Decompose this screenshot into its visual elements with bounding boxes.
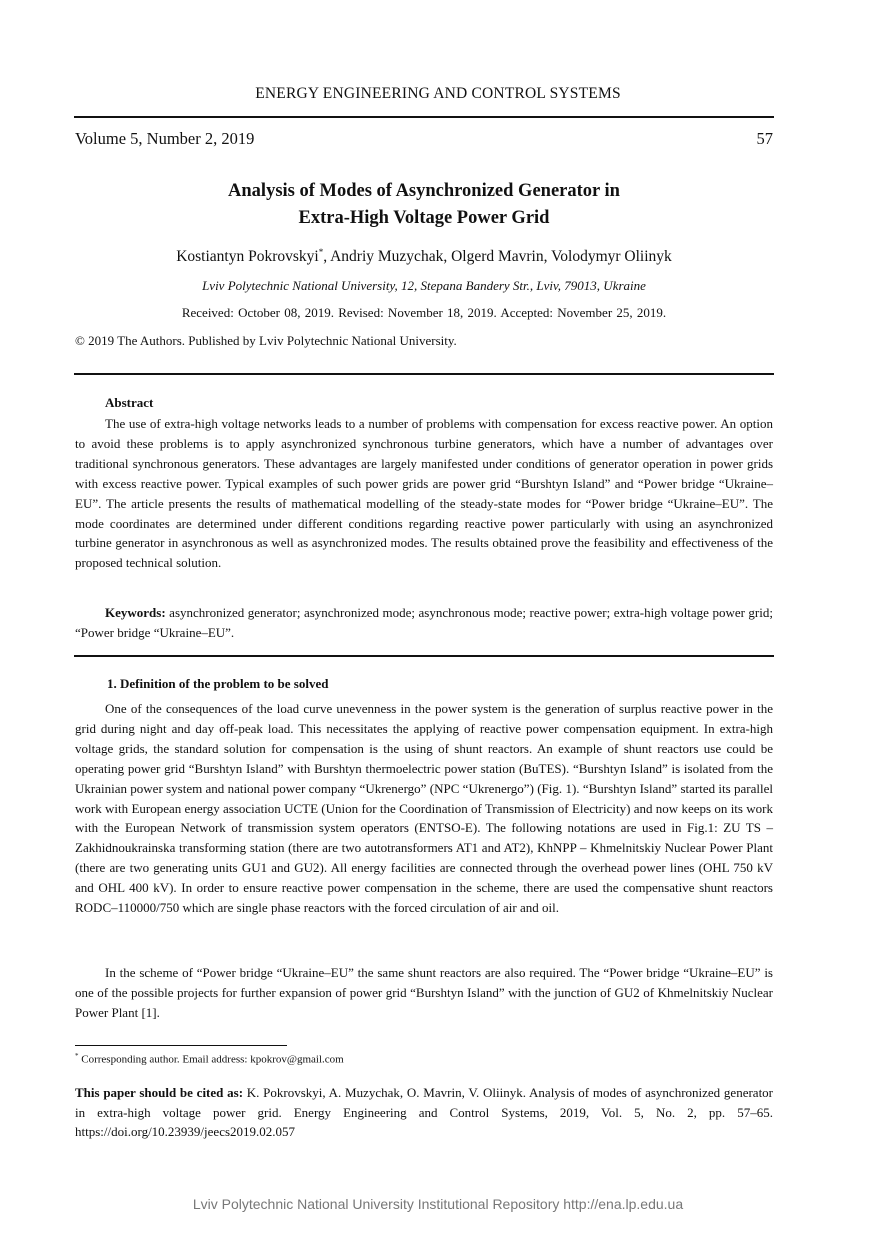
footnote — [75, 1052, 344, 1066]
affiliation: Lviv Polytechnic National University, 12, Stepana Bandery Str., Lviv, 79013, Ukraine — [202, 278, 646, 293]
citation-label: This paper should be cited as: — [75, 1085, 244, 1100]
copyright-notice: © 2019 The Authors. Published by Lviv Polytechnic National University. — [75, 333, 457, 348]
abstract-text — [75, 414, 773, 573]
paragraph-2-text: In the scheme of “Power bridge “Ukraine–EU” the same shunt reactors are also required. The “Power bridge “Ukraine–EU” is one of the possible projects for further expansion of power grid “Burshtyn Island” with the junction of GU2 of Khmelnitskiy Nuclear Power Plant [1]. — [75, 965, 773, 1020]
header-rule — [74, 116, 774, 118]
abstract-top-rule — [74, 373, 774, 375]
footnote-rule — [75, 1045, 287, 1046]
footnote-mark: * — [75, 1052, 79, 1060]
section-heading: 1. Definition of the problem to be solved — [107, 676, 329, 691]
title-line-2: Extra-High Voltage Power Grid — [298, 208, 550, 228]
citation-text: K. Pokrovskyi, A. Muzychak, O. Mavrin, V. Oliinyk. Analysis of modes of asynchronized generator in extra-high voltage power grid. Energy Engineering and Control Systems, 2019, Vol. 5, No. 2, pp. 57–65. https://doi.org/10.23939/jeecs2019.02.057 — [75, 1085, 774, 1139]
author-list — [0, 247, 848, 266]
page-number: 57 — [756, 129, 773, 148]
keywords — [75, 603, 773, 643]
keywords-list: asynchronized generator; asynchronized mode; asynchronous mode; reactive power; extra-high voltage power grid; “Power bridge “Ukraine–EU”. — [75, 605, 773, 640]
title-line-1: Analysis of Modes of Asynchronized Generator in — [228, 181, 620, 201]
corresponding-mark: * — [318, 247, 324, 257]
journal-name: ENERGY ENGINEERING AND CONTROL SYSTEMS — [255, 85, 621, 102]
keywords-label: Keywords: — [105, 605, 166, 620]
abstract-heading: Abstract — [105, 395, 154, 410]
article-title — [0, 178, 848, 232]
author-others: , Andriy Muzychak, Olgerd Mavrin, Volodymyr Oliinyk — [323, 248, 672, 266]
abstract-body: The use of extra-high voltage networks leads to a number of problems with compensation for excess reactive power. An option to avoid these problems is to apply asynchronized synchronous turbine generators, which have a number of advantages over traditional synchronous generators. These advantages are largely manifested under conditions of generator operation in power grids with excess reactive power. Typical examples of such power grids are power grid “Burshtyn Island” and “Power bridge “Ukraine–EU”. The article presents the results of mathematical modelling of the steady-state modes for “Power bridge “Ukraine–EU”. The mode coordinates are determined under different conditions regarding reactive power particularly with using an asynchronized turbine generator in asynchronous as well as asynchronized modes. The results obtained prove the feasibility and effectiveness of the proposed technical solution. — [75, 416, 773, 571]
article-dates: Received: October 08, 2019. Revised: November 18, 2019. Accepted: November 25, 2019. — [181, 305, 667, 320]
author-first: Kostiantyn Pokrovskyi — [176, 248, 319, 266]
footnote-text: Corresponding author. Email address: kpokrov@gmail.com — [78, 1053, 344, 1066]
section-paragraph-2 — [75, 963, 773, 1023]
volume-info: Volume 5, Number 2, 2019 — [75, 129, 255, 148]
abstract-bottom-rule — [74, 655, 774, 657]
citation — [75, 1083, 773, 1142]
paragraph-1-text: One of the consequences of the load curve unevenness in the power system is the generation of surplus reactive power in the grid during night and day off-peak load. This necessitates the applying of reactive power compensation equipment. In extra-high voltage grids, the standard solution for compensation is the using of shunt reactors. An example of shunt reactors use could be operating power grid “Burshtyn Island” with Burshtyn thermoelectric power station (BuTES). “Burshtyn Island” is isolated from the Ukrainian power system and national power company “Ukrenergo” (NPC “Ukrenergo”) (Fig. 1). “Burshtyn Island” started its parallel work with European energy association UCTE (Union for the Coordination of Transmission of Electricity) and now keeps on its work with the European Network of transmission system operators (ENTSO-E). The following notations are used in Fig.1: ZU TS – Zakhidnoukrainska transforming station (there are two autotransformers AT1 and AT2), KhNPP – Khmelnitskiy Nuclear Power Plant (there are two generating units GU1 and GU2). All energy facilities are connected through the overhead power lines (OHL 750 kV and OHL 400 kV). In order to ensure reactive power compensation in the scheme, there are used the compensative shunt reactors RODC–110000/750 which are single phase reactors with the forced circulation of air and oil. — [75, 701, 773, 916]
section-paragraph-1 — [75, 699, 773, 918]
repository-footer[interactable]: Lviv Polytechnic National University Institutional Repository http://ena.lp.edu.ua — [192, 1196, 684, 1212]
